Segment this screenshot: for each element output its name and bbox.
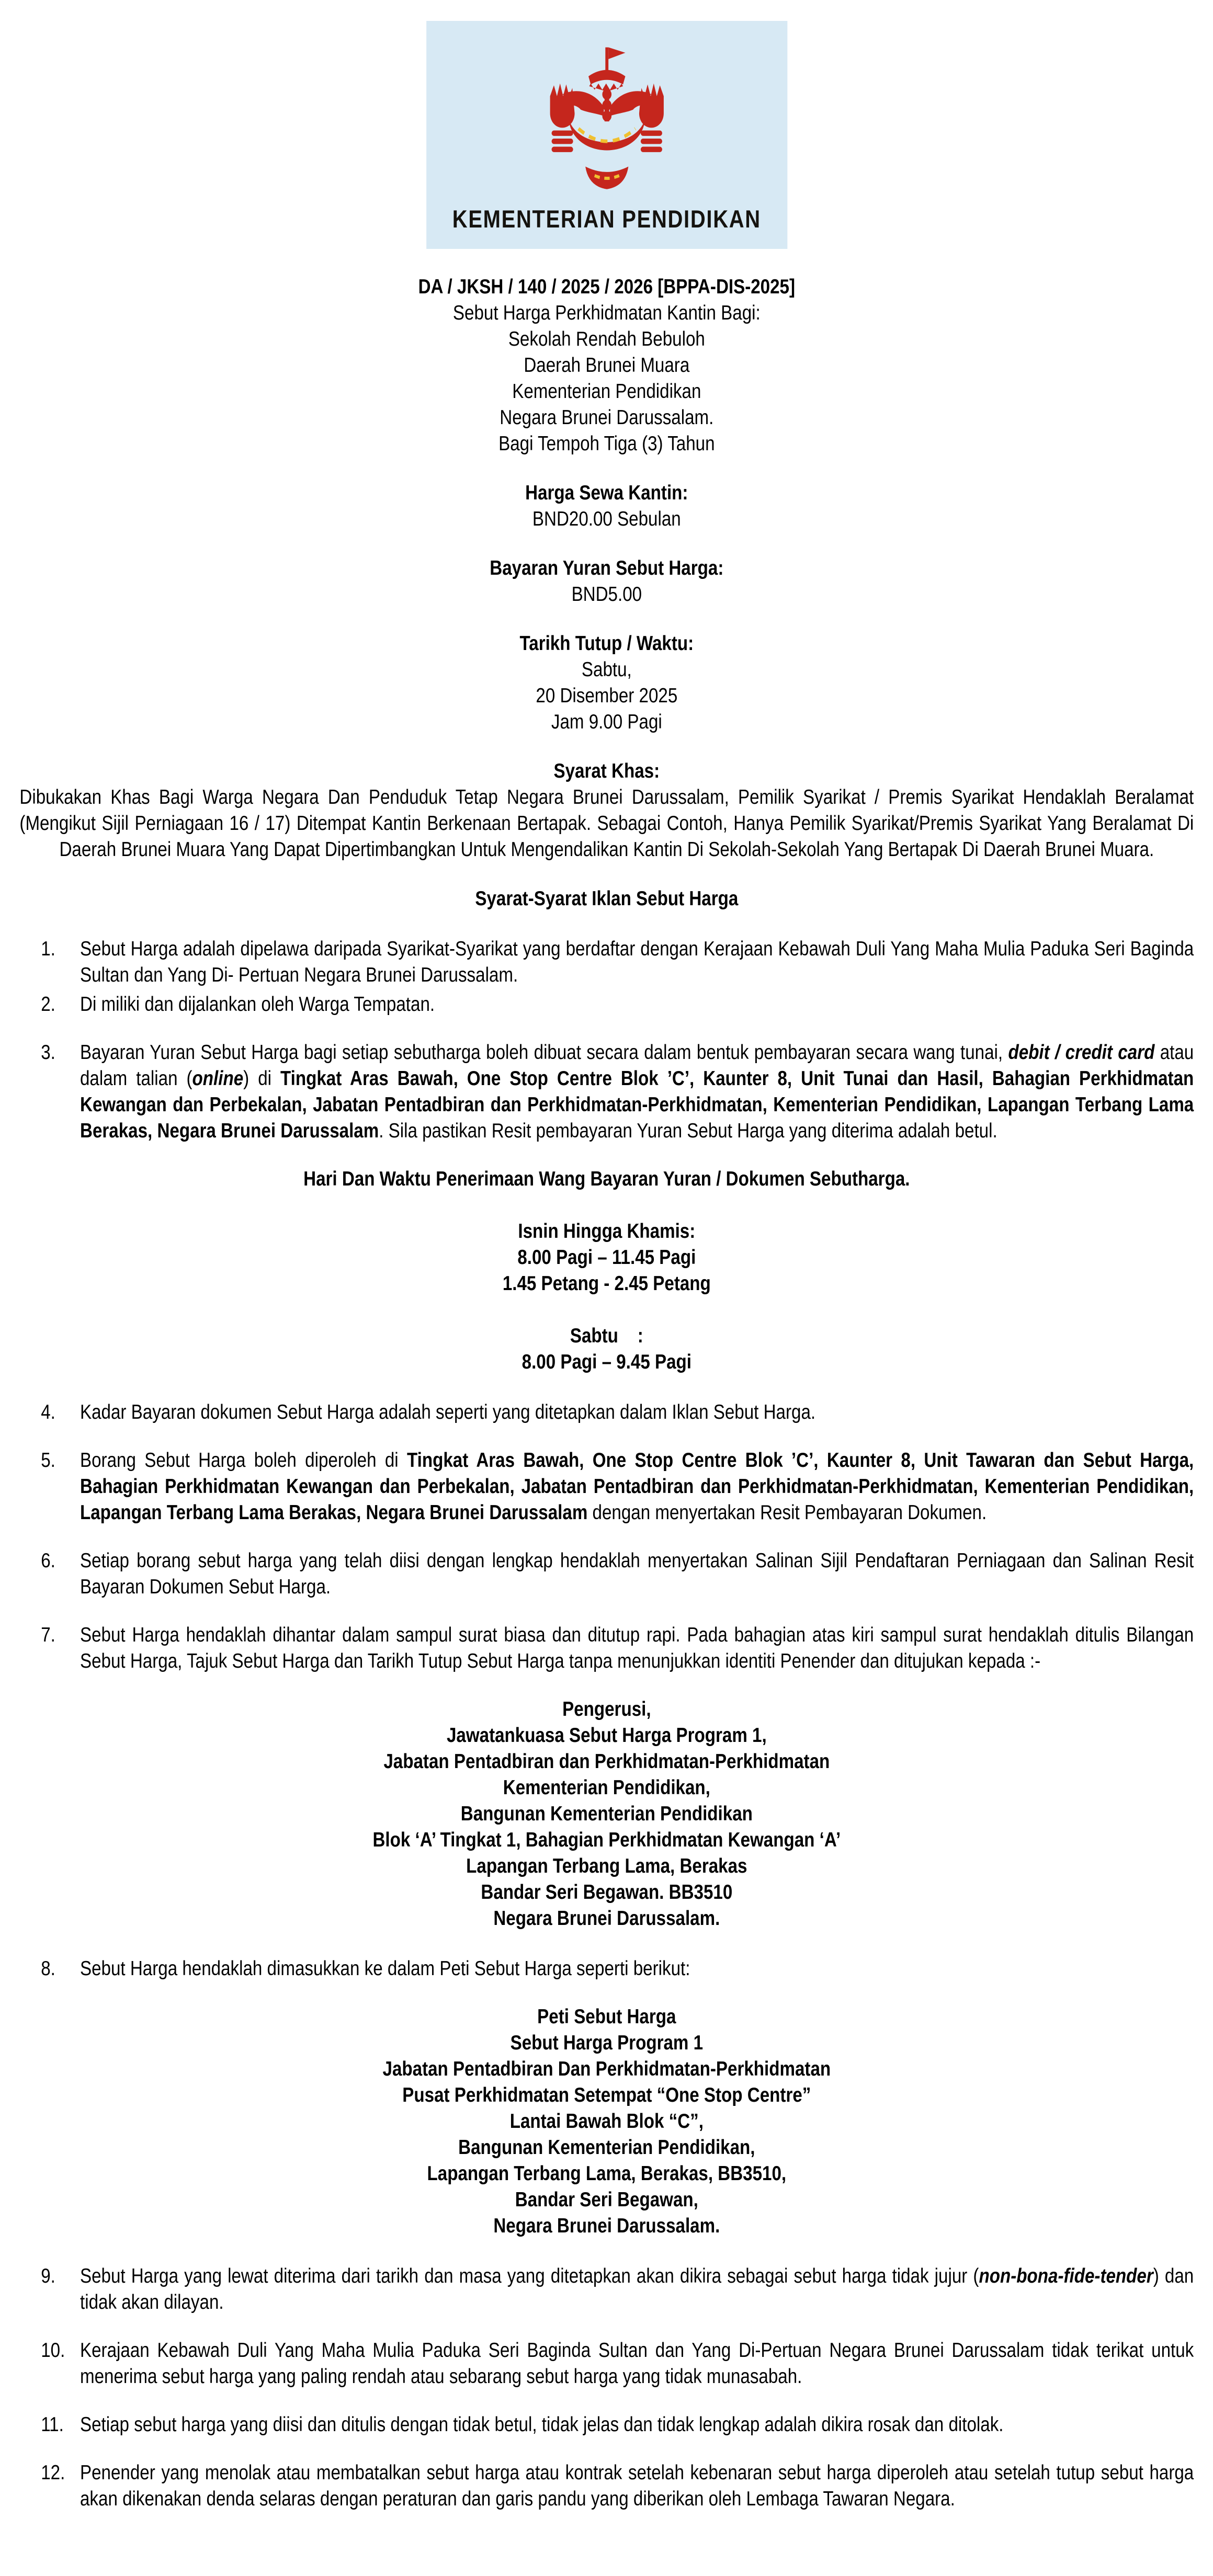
- rent-value: BND20.00 Sebulan: [532, 508, 681, 530]
- item-text: Kadar Bayaran dokumen Sebut Harga adalah seperti yang ditetapkan dalam Iklan Sebut Harga.: [80, 1401, 816, 1423]
- item-text: Penender yang menolak atau membatalkan sebut harga atau kontrak setelah kebenaran sebut harga diperoleh atau setelah tutup sebut harga akan dikenakan denda selaras dengan peraturan dan garis pandu yang diberikan oleh Lembaga Tawaran Negara.: [80, 2461, 1194, 2510]
- item-number: 12.: [41, 2461, 65, 2484]
- special-conditions-title: Syarat Khas:: [553, 760, 660, 782]
- condition-item-3: [19, 1040, 1194, 1144]
- weekday-hours-line: 8.00 Pagi – 11.45 Pagi: [517, 1246, 696, 1269]
- tender-box-address-line: Bandar Seri Begawan,: [515, 2189, 698, 2211]
- submission-address-line: Bandar Seri Begawan. BB3510: [481, 1881, 733, 1903]
- tender-box-address-line: Negara Brunei Darussalam.: [493, 2215, 720, 2237]
- item-text: Sebut Harga adalah dipelawa daripada Syarikat-Syarikat yang berdaftar dengan Kerajaan Kebawah Duli Yang Maha Mulia Paduka Seri Baginda Sultan dan Yang Di- Pertuan Negara Brunei Darussalam.: [80, 938, 1194, 986]
- condition-item-11: [19, 2412, 1194, 2438]
- ministry-name: KEMENTERIAN PENDIDIKAN: [452, 205, 761, 233]
- submission-address-line: Negara Brunei Darussalam.: [493, 1907, 720, 1930]
- condition-item-7: [19, 1622, 1194, 1674]
- item-text: Sebut Harga hendaklah dimasukkan ke dalam Peti Sebut Harga seperti berikut:: [80, 1957, 690, 1980]
- item-number: 1.: [41, 938, 55, 960]
- item-number: 5.: [41, 1449, 55, 1472]
- item-number: 4.: [41, 1401, 55, 1423]
- submission-address-line: Bangunan Kementerian Pendidikan: [460, 1803, 753, 1825]
- item-number: 3.: [41, 1041, 55, 1064]
- tender-box-address-line: Peti Sebut Harga: [537, 2005, 676, 2028]
- item-number: 6.: [41, 1549, 55, 1572]
- conditions-list: [19, 936, 1194, 2512]
- item-number: 11.: [41, 2413, 64, 2436]
- weekday-hours: [19, 1218, 1194, 1297]
- submission-address: [19, 1696, 1194, 1932]
- condition-item-2: [19, 991, 1194, 1018]
- title-line: Bagi Tempoh Tiga (3) Tahun: [498, 432, 715, 455]
- reference-number: DA / JKSH / 140 / 2025 / 2026 [BPPA-DIS-2025]: [418, 276, 796, 298]
- payment-hours: [19, 1166, 1194, 1375]
- title-line: Kementerian Pendidikan: [512, 380, 701, 403]
- item-text: Sebut Harga yang lewat diterima dari tarikh dan masa yang ditetapkan akan dikira sebagai sebut harga tidak jujur (non-bona-fide-tender) dan tidak akan dilayan.: [80, 2265, 1194, 2313]
- ministry-logo: [426, 21, 787, 249]
- item-number: 10.: [41, 2339, 65, 2362]
- condition-item-1: [19, 936, 1194, 988]
- submission-address-line: Pengerusi,: [562, 1698, 651, 1720]
- condition-item-12: [19, 2460, 1194, 2512]
- rent-label: Harga Sewa Kantin:: [525, 482, 688, 504]
- weekday-hours-line: 1.45 Petang - 2.45 Petang: [502, 1272, 711, 1295]
- item-text: Borang Sebut Harga boleh diperoleh di Tingkat Aras Bawah, One Stop Centre Blok ’C’, Kaunter 8, Unit Tawaran dan Sebut Harga, Bahagian Perkhidmatan Kewangan dan Perbekalan, Jabatan Pentadbiran dan Perkhidmatan-Perkhidmatan, Kementerian Pendidikan, Lapangan Terbang Lama Berakas, Negara Brunei Darussalam dengan menyertakan Resit Pembayaran Dokumen.: [80, 1449, 1194, 1524]
- fee-label: Bayaran Yuran Sebut Harga:: [490, 557, 724, 579]
- submission-address-line: Kementerian Pendidikan,: [503, 1776, 710, 1799]
- tender-box-address-line: Bangunan Kementerian Pendidikan,: [458, 2136, 755, 2159]
- title-line: Sebut Harga Perkhidmatan Kantin Bagi:: [452, 302, 761, 324]
- tender-box-address-line: Lapangan Terbang Lama, Berakas, BB3510,: [427, 2162, 787, 2185]
- tender-box-address: [19, 2004, 1194, 2239]
- conditions-title: Syarat-Syarat Iklan Sebut Harga: [475, 887, 739, 910]
- saturday-hours: [19, 1323, 1194, 1375]
- closing-date: 20 Disember 2025: [536, 685, 678, 707]
- item-number: 9.: [41, 2265, 55, 2287]
- title-line: Daerah Brunei Muara: [524, 354, 690, 377]
- item-number: 2.: [41, 993, 55, 1016]
- title-line: Negara Brunei Darussalam.: [500, 406, 714, 429]
- title-line: Sekolah Rendah Bebuloh: [508, 328, 705, 350]
- payment-hours-title: Hari Dan Waktu Penerimaan Wang Bayaran Yuran / Dokumen Sebutharga.: [303, 1168, 910, 1190]
- saturday-hours-line: 8.00 Pagi – 9.45 Pagi: [522, 1351, 691, 1373]
- condition-item-4: [19, 1399, 1194, 1426]
- tender-box-address-line: Lantai Bawah Blok “C”,: [509, 2110, 704, 2133]
- submission-address-line: Jawatankuasa Sebut Harga Program 1,: [446, 1724, 767, 1747]
- item-number: 7.: [41, 1624, 55, 1646]
- condition-item-6: [19, 1548, 1194, 1600]
- condition-item-9: [19, 2263, 1194, 2316]
- condition-item-5: [19, 1447, 1194, 1526]
- closing-time: Jam 9.00 Pagi: [551, 711, 662, 733]
- closing-day: Sabtu,: [581, 658, 632, 681]
- item-text: Setiap sebut harga yang diisi dan ditulis dengan tidak betul, tidak jelas dan tidak lengkap adalah dikira rosak dan ditolak.: [80, 2413, 1004, 2436]
- item-text: Di miliki dan dijalankan oleh Warga Tempatan.: [80, 993, 435, 1016]
- item-text: Kerajaan Kebawah Duli Yang Maha Mulia Paduka Seri Baginda Sultan dan Yang Di-Pertuan Negara Brunei Darussalam tidak terikat untuk menerima sebut harga yang paling rendah atau sebarang sebut harga yang tidak munasabah.: [80, 2339, 1194, 2388]
- condition-item-10: [19, 2338, 1194, 2390]
- item-text: Setiap borang sebut harga yang telah diisi dengan lengkap hendaklah menyertakan Salinan Sijil Pendaftaran Perniagaan dan Salinan Resit Bayaran Dokumen Sebut Harga.: [80, 1549, 1194, 1598]
- weekday-hours-line: Isnin Hingga Khamis:: [518, 1220, 696, 1243]
- fee-value: BND5.00: [571, 583, 642, 606]
- condition-item-8: [19, 1956, 1194, 1982]
- special-conditions-body: Dibukakan Khas Bagi Warga Negara Dan Penduduk Tetap Negara Brunei Darussalam, Pemilik Syarikat / Premis Syarikat Hendaklah Beralamat (Mengikut Sijil Perniagaan 16 / 17) Ditempat Kantin Berkenaan Bertapak. Sebagai Contoh, Hanya Pemilik Syarikat/Premis Syarikat Yang Beralamat Di Daerah Brunei Muara Yang Dapat Dipertimbangkan Untuk Mengendalikan Kantin Di Sekolah-Sekolah Yang Bertapak Di Daerah Brunei Muara.: [19, 786, 1194, 861]
- submission-address-line: Jabatan Pentadbiran dan Perkhidmatan-Perkhidmatan: [383, 1750, 830, 1773]
- submission-address-line: Lapangan Terbang Lama, Berakas: [466, 1855, 747, 1877]
- item-text: Bayaran Yuran Sebut Harga bagi setiap sebutharga boleh dibuat secara dalam bentuk pembayaran secara wang tunai, debit / credit card atau dalam talian (online) di Tingkat Aras Bawah, One Stop Centre Blok ’C’, Kaunter 8, Unit Tunai dan Hasil, Bahagian Perkhidmatan Kewangan dan Perbekalan, Jabatan Pentadbiran dan Perkhidmatan-Perkhidmatan, Kementerian Pendidikan, Lapangan Terbang Lama Berakas, Negara Brunei Darussalam. Sila pastikan Resit pembayaran Yuran Sebut Harga yang diterima adalah betul.: [80, 1041, 1194, 1142]
- closing-label: Tarikh Tutup / Waktu:: [519, 632, 694, 655]
- submission-address-line: Blok ‘A’ Tingkat 1, Bahagian Perkhidmatan Kewangan ‘A’: [372, 1829, 841, 1851]
- item-text: Sebut Harga hendaklah dihantar dalam sampul surat biasa dan ditutup rapi. Pada bahagian atas kiri sampul surat hendaklah ditulis Bilangan Sebut Harga, Tajuk Sebut Harga dan Tarikh Tutup Sebut Harga tanpa menunjukkan identiti Penender dan ditujukan kepada :-: [80, 1624, 1194, 1672]
- tender-box-address-line: Jabatan Pentadbiran Dan Perkhidmatan-Perkhidmatan: [382, 2058, 831, 2080]
- saturday-hours-line: Sabtu :: [570, 1325, 643, 1347]
- tender-box-address-line: Sebut Harga Program 1: [510, 2032, 704, 2054]
- item-number: 8.: [41, 1957, 55, 1980]
- brunei-crest-icon: [522, 42, 691, 196]
- tender-box-address-line: Pusat Perkhidmatan Setempat “One Stop Centre”: [402, 2084, 811, 2106]
